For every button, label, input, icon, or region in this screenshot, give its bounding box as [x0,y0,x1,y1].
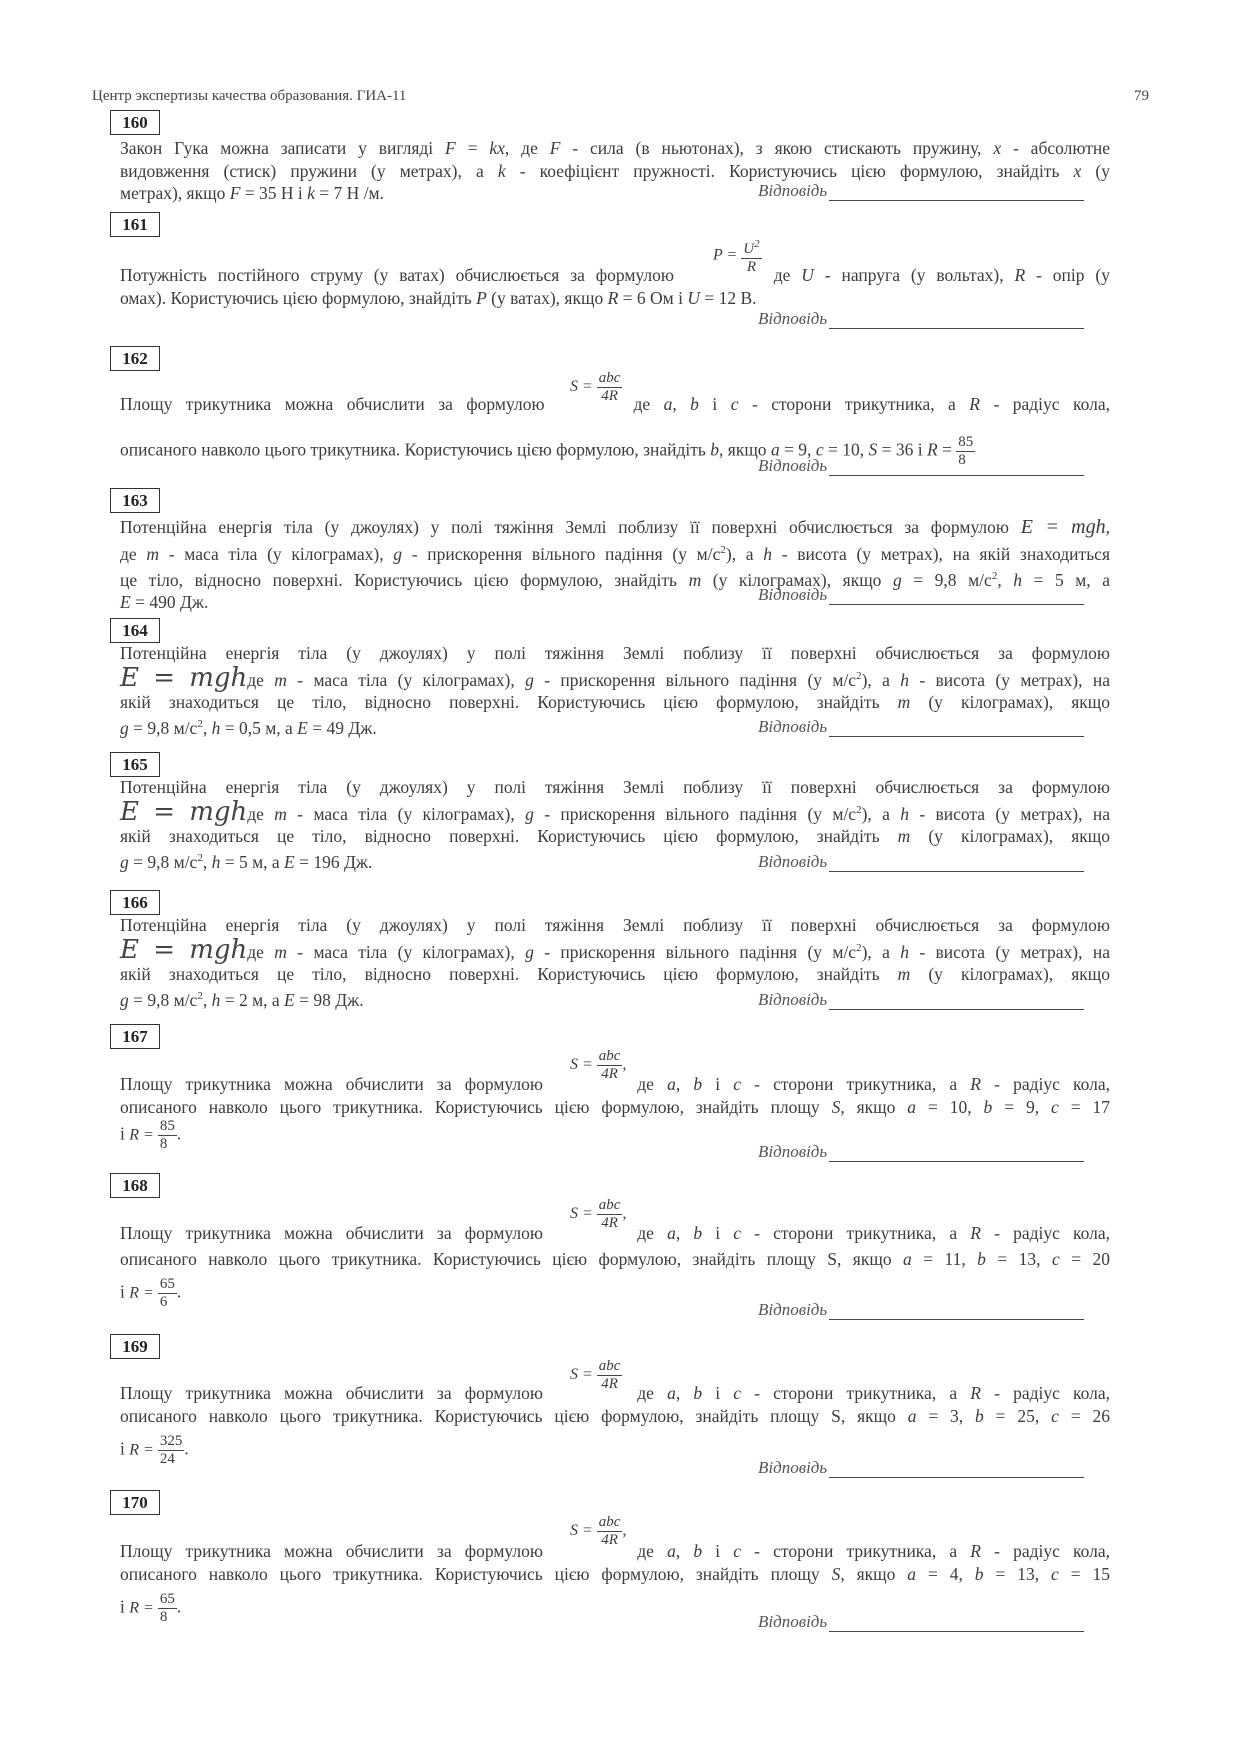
answer-field[interactable]: Відповідь [758,181,1084,201]
answer-field[interactable]: Відповідь [758,717,1084,737]
answer-field[interactable]: Відповідь [758,852,1084,872]
problem-163: Потенційна енергія тіла (у джоулях) у полі тяжіння Землі поблизу її поверхні обчислюється за формулою E = mgh, де m - маса тіла (у кілограмах), g - прискорення вільного падіння (у $м/с^2$), а h - висота (у метрах), на якій знаходиться це тіло, відносно поверхні. Користуючись цією формулою, знайдіть m (у кілограмах), якщо g = 9,8 $м/с^2$, h = 5 м, а E = 490 Дж. [120,516,1110,613]
problem-169: Площу трикутника можна обчислити за формулою де a, b і c - сторони трикутника, а R - радіус кола, описаного навколо цього трикутника. Користуючись цією формулою, знайдіть площу S, якщо a = 3, b = 25, c = 26 і R = $\frac{325}{24}$ . [120,1383,1111,1467]
formula: S = $\frac{\text{abc}}{4R}$ , [570,1514,627,1548]
problem-number: 161 [110,212,160,237]
answer-field[interactable]: Відповідь [758,309,1084,329]
header-title: Центр экспертизы качества образования. ГИА-11 [92,88,407,104]
problem-168: Площу трикутника можна обчислити за формулою де a, b і c - сторони трикутника, а R - радіус кола, описаного навколо цього трикутника. Користуючись цією формулою, знайдіть площу S, якщо a = 11, b = 13, c = 20 і R = $\frac{65}{6}$ . [120,1223,1111,1310]
problem-number: 160 [110,110,160,135]
problem-166: Потенційна енергія тіла (у джоулях) у полі тяжіння Землі поблизу її поверхні обчислюється за формулою E = mghде m - маса тіла (у кілограмах), g - прискорення вільного падіння (у $м/с^2$), а h - висота (у метрах), на якій знаходиться це тіло, відносно поверхні. Користуючись цією формулою, знайдіть m (у кілограмах), якщо g = 9,8 $м/с^2$, h = 2 м, а E = 98 Дж. [120,915,1110,1011]
formula: S = $\frac{\text{abc}}{4R}$ , [570,1048,627,1082]
problem-number: 167 [110,1024,160,1049]
problem-number: 169 [110,1334,160,1359]
formula: S = $\frac{\text{abc}}{4R}$ [570,370,621,404]
problem-167: Площу трикутника можна обчислити за формулою де a, b і c - сторони трикутника, а R - радіус кола, описаного навколо цього трикутника. Користуючись цією формулою, знайдіть площу S, якщо a = 10, b = 9, c = 17 і R = $\frac{85}{8}$ . [120,1074,1111,1152]
problem-162: Площу трикутника можна обчислити за формулою де a, b і c - сторони трикутника, а R - радіус кола, описаного навколо цього трикутника. Користуючись цією формулою, знайдіть b, якщо a = 9, c = 10, S = 36 і R = $\frac{85}{8}$ [120,394,1110,468]
problem-number: 163 [110,488,160,513]
formula: P = $\frac{U^2}{R}$ [713,238,760,275]
formula: S = $\frac{\text{abc}}{4R}$ [570,1358,621,1392]
problem-number: 165 [110,752,160,777]
answer-field[interactable]: Відповідь [758,456,1084,476]
problem-number: 162 [110,346,160,371]
problem-number: 166 [110,890,160,915]
answer-field[interactable]: Відповідь [758,990,1084,1010]
page-number: 79 [1134,88,1149,104]
problem-number: 168 [110,1173,160,1198]
page-header [92,88,1149,105]
answer-field[interactable]: Відповідь [758,585,1084,605]
problem-161: Потужність постійного струму (у ватах) обчислюється за формулою де U - напруга (у вольтах), R - опір (у омах). Користуючись цією формулою, знайдіть P (у ватах), якщо R = 6 Ом і U = 12 В. [120,265,1110,308]
problem-number: 164 [110,618,160,643]
answer-field[interactable]: Відповідь [758,1458,1084,1478]
problem-170: Площу трикутника можна обчислити за формулою де a, b і c - сторони трикутника, а R - радіус кола, описаного навколо цього трикутника. Користуючись цією формулою, знайдіть площу S, якщо a = 4, b = 13, c = 15 і R = $\frac{65}{8}$ . [120,1541,1111,1625]
formula: S = $\frac{\text{abc}}{4R}$ , [570,1197,627,1231]
answer-field[interactable]: Відповідь [758,1612,1084,1632]
problem-160: Закон Гука можна записати у вигляді F = kx, де F - сила (в ньютонах), з якою стискають пружину, x - абсолютне видовження (стиск) пружини (у метрах), а k - коефіцієнт пружності. Користуючись цією формулою, знайдіть x (у метрах), якщо F = 35 Н і k = 7 Н /м. [120,138,1111,203]
answer-field[interactable]: Відповідь [758,1142,1084,1162]
problem-number: 170 [110,1490,160,1515]
answer-field[interactable]: Відповідь [758,1300,1084,1320]
problem-165: Потенційна енергія тіла (у джоулях) у полі тяжіння Землі поблизу її поверхні обчислюється за формулою E = mghде m - маса тіла (у кілограмах), g - прискорення вільного падіння (у $м/с^2$), а h - висота (у метрах), на якій знаходиться це тіло, відносно поверхні. Користуючись цією формулою, знайдіть m (у кілограмах), якщо g = 9,8 $м/с^2$, h = 5 м, а E = 196 Дж. [120,777,1110,873]
problem-164: Потенційна енергія тіла (у джоулях) у полі тяжіння Землі поблизу її поверхні обчислюється за формулою E = mghде m - маса тіла (у кілограмах), g - прискорення вільного падіння (у $м/с^2$), а h - висота (у метрах), на якій знаходиться це тіло, відносно поверхні. Користуючись цією формулою, знайдіть m (у кілограмах), якщо g = 9,8 $м/с^2$, h = 0,5 м, а E = 49 Дж. [120,643,1110,739]
